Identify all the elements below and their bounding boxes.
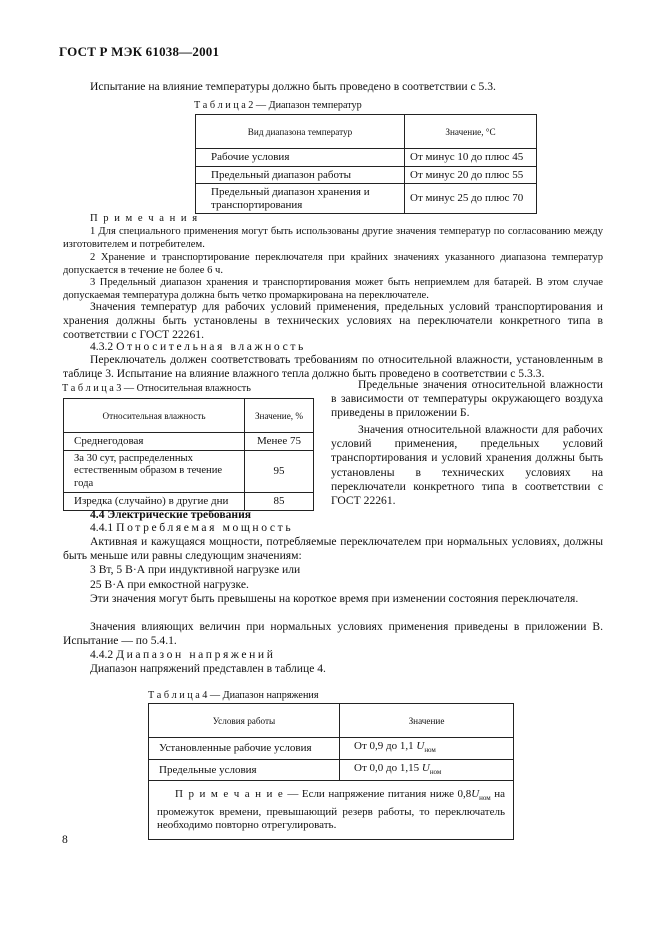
table2-row-name: Рабочие условия (196, 149, 405, 167)
table4-caption: Т а б л и ц а 4 — Диапазон напряжения (148, 690, 319, 701)
table2-row-name: Предельный диапазон хранения и транспортирования (196, 184, 405, 214)
section-number: 4.4.1 (90, 521, 114, 534)
note-3: 3 Предельный диапазон хранения и транспортирования может быть неприемлем для батарей. В этом случае допускаемая температура должна быть четко промаркирована на переключателе. (63, 277, 603, 301)
paragraph-humidity-limits: Предельные значения относительной влажности в зависимости от температуры окружающего воздуха приведены в приложении Б. (331, 378, 603, 420)
section-4-4-2-heading (90, 648, 276, 662)
section-number: 4.3.2 (90, 340, 114, 353)
table3-row-value: 95 (245, 450, 314, 493)
table4-header-2: Значение (340, 704, 514, 738)
table3-header-1: Относительная влажность (64, 399, 245, 433)
table3-row-name: За 30 сут, распределенных естественным образом в течение года (64, 450, 245, 493)
section-4-4-1-heading (90, 521, 293, 535)
paragraph-humidity: Переключатель должен соответствовать требованиям по относительной влажности, установленным в таблице 3. Испытание на влияние влажного тепла должно быть проведено в соответствии с 5.3.3. (63, 353, 603, 381)
table4-note: П р и м е ч а н и е — Если напряжение питания ниже $0,8U_{ном}$ на промежуток времени, превышающий резерв работы, то переключатель необходимо повторно отрегулировать. (149, 781, 514, 839)
document-header: ГОСТ Р МЭК 61038—2001 (59, 44, 220, 59)
intro-paragraph: Испытание на влияние температуры должно быть проведено в соответствии с 5.3. (90, 80, 496, 93)
table4 (148, 703, 514, 840)
table3-row-value: 85 (245, 493, 314, 511)
paragraph-humidity-conditions: Значения относительной влажности для рабочих условий применения, предельных условий транспортирования и условий хранения должны быть установлены в технических условиях на переключатели конкретного типа в соответствии с ГОСТ 22261. (331, 423, 603, 508)
paragraph-exceed: Эти значения могут быть превышены на короткое время при изменении состояния переключателя. (90, 592, 579, 605)
section-title: Относительная влажность (116, 340, 306, 353)
table2-caption: Т а б л и ц а 2 — Диапазон температур (194, 100, 362, 111)
table4-row-name: Предельные условия (149, 759, 340, 781)
table2-row-value: От минус 25 до плюс 70 (405, 184, 537, 214)
table2-row-value: От минус 10 до плюс 45 (405, 149, 537, 167)
table3-row-value: Менее 75 (245, 433, 314, 451)
table3-row-name: Изредка (случайно) в другие дни (64, 493, 245, 511)
table3 (63, 398, 314, 511)
section-number: 4.4.2 (90, 648, 114, 661)
page-number: 8 (62, 833, 68, 846)
section-title: Потребляемая мощность (116, 521, 294, 534)
table4-row-value: От 0,0 до 1,15 $U_{ном}$ (340, 759, 514, 781)
table2-row-name: Предельный диапазон работы (196, 166, 405, 184)
paragraph-influence: Значения влияющих величин при нормальных условиях применения приведены в приложении В. Испытание — по 5.4.1. (63, 620, 603, 648)
section-title: Диапазон напряжений (116, 648, 276, 661)
table3-caption: Т а б л и ц а 3 — Относительная влажность (62, 383, 251, 394)
section-4-4-heading: 4.4 Электрические требования (90, 508, 252, 521)
note-1: 1 Для специального применения могут быть использованы другие значения температур по согласованию между изготовителем и потребителем. (63, 226, 603, 250)
note-2: 2 Хранение и транспортирование переключателя при крайних значениях указанного диапазона температур допускается в течение не более 6 ч. (63, 252, 603, 276)
table3-row-name: Среднегодовая (64, 433, 245, 451)
paragraph-power: Активная и кажущаяся мощности, потребляемые переключателем при нормальных условиях, должны быть меньше или равны следующим значениям: (63, 535, 603, 563)
table2-header-1: Вид диапазона температур (196, 115, 405, 149)
table4-header-1: Условия работы (149, 704, 340, 738)
table2 (195, 114, 537, 214)
power-inductive: 3 Вт, 5 В·А при индуктивной нагрузке или (90, 563, 301, 576)
paragraph-temperature-values: Значения температур для рабочих условий применения, предельных условий транспортирования и хранения должны быть установлены в технических условиях на переключатели конкретного типа в соответствии с ГОСТ 22261. (63, 300, 603, 342)
table3-header-2: Значение, % (245, 399, 314, 433)
notes-title: П р и м е ч а н и я (90, 213, 199, 224)
table2-row-value: От минус 20 до плюс 55 (405, 166, 537, 184)
table4-row-name: Установленные рабочие условия (149, 738, 340, 760)
power-capacitive: 25 В·А при емкостной нагрузке. (90, 578, 249, 591)
paragraph-voltage: Диапазон напряжений представлен в таблице 4. (90, 662, 326, 675)
table4-row-value: От 0,9 до 1,1 $U_{ном}$ (340, 738, 514, 760)
table2-header-2: Значение, °С (405, 115, 537, 149)
